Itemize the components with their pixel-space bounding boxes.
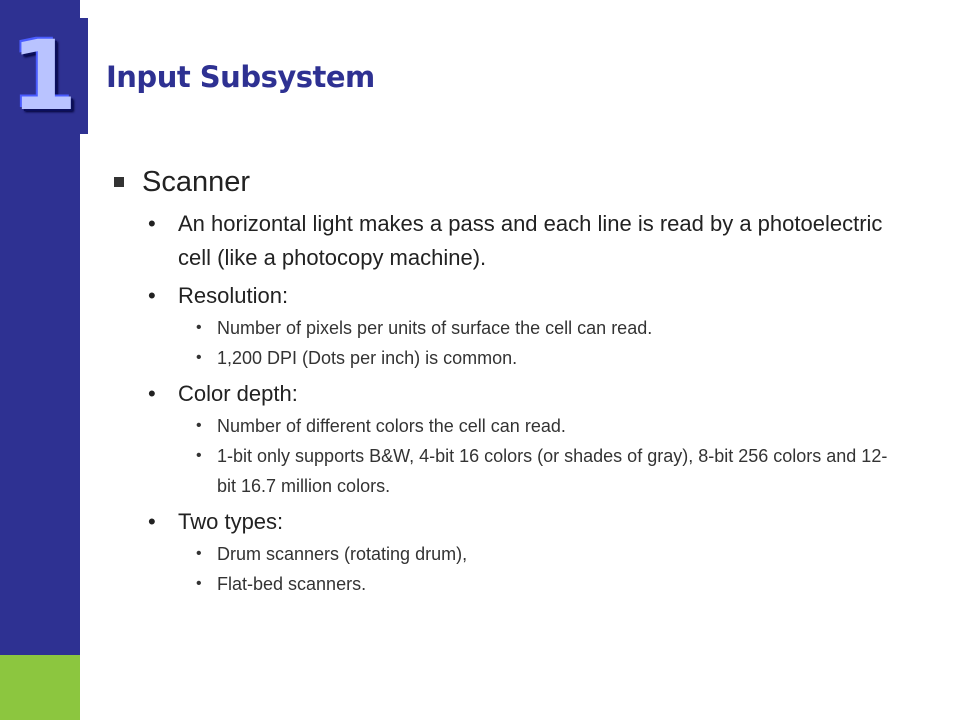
dot-bullet-icon: • [148, 381, 156, 406]
dot-bullet-icon: • [196, 447, 202, 464]
section-number: 1 [10, 20, 78, 132]
bullet-item [143, 279, 894, 313]
sub-bullet-text: Number of pixels per units of surface the cell can read. [217, 318, 653, 338]
dot-bullet-icon: • [148, 509, 156, 534]
square-bullet-icon [114, 177, 124, 187]
sub-bullet-text: Flat-bed scanners. [217, 574, 367, 594]
sub-bullet-item [190, 569, 894, 599]
sub-bullet-item [190, 343, 894, 373]
dot-bullet-icon: • [196, 319, 202, 336]
dot-bullet-icon: • [148, 283, 156, 308]
left-accent-bar-bottom [0, 655, 80, 720]
slide-title: Input Subsystem [106, 60, 375, 94]
slide-content [114, 166, 894, 599]
bullet-text: Resolution: [178, 283, 289, 308]
dot-bullet-icon: • [148, 211, 156, 236]
sub-bullet-text: Number of different colors the cell can read. [217, 416, 566, 436]
bullet-text: Color depth: [178, 381, 298, 406]
bullet-item [143, 505, 894, 539]
heading-bullet [114, 166, 894, 199]
bullet-text: An horizontal light makes a pass and each line is read by a photoelectric cell (like a photocopy machine). [178, 211, 883, 270]
bullet-item [143, 207, 894, 275]
heading-text: Scanner [142, 166, 251, 198]
sub-bullet-text: Drum scanners (rotating drum), [217, 544, 468, 564]
sub-bullet-item [190, 313, 894, 343]
bullet-item [143, 377, 894, 411]
sub-bullet-item [190, 411, 894, 441]
sub-bullet-item [190, 539, 894, 569]
dot-bullet-icon: • [196, 575, 202, 592]
sub-bullet-text: 1,200 DPI (Dots per inch) is common. [217, 348, 518, 368]
dot-bullet-icon: • [196, 417, 202, 434]
dot-bullet-icon: • [196, 545, 202, 562]
dot-bullet-icon: • [196, 349, 202, 366]
bullet-text: Two types: [178, 509, 284, 534]
sub-bullet-item [190, 441, 894, 501]
sub-bullet-text: 1-bit only supports B&W, 4-bit 16 colors (or shades of gray), 8-bit 256 colors and 12-bit 16.7 million colors. [217, 446, 888, 496]
